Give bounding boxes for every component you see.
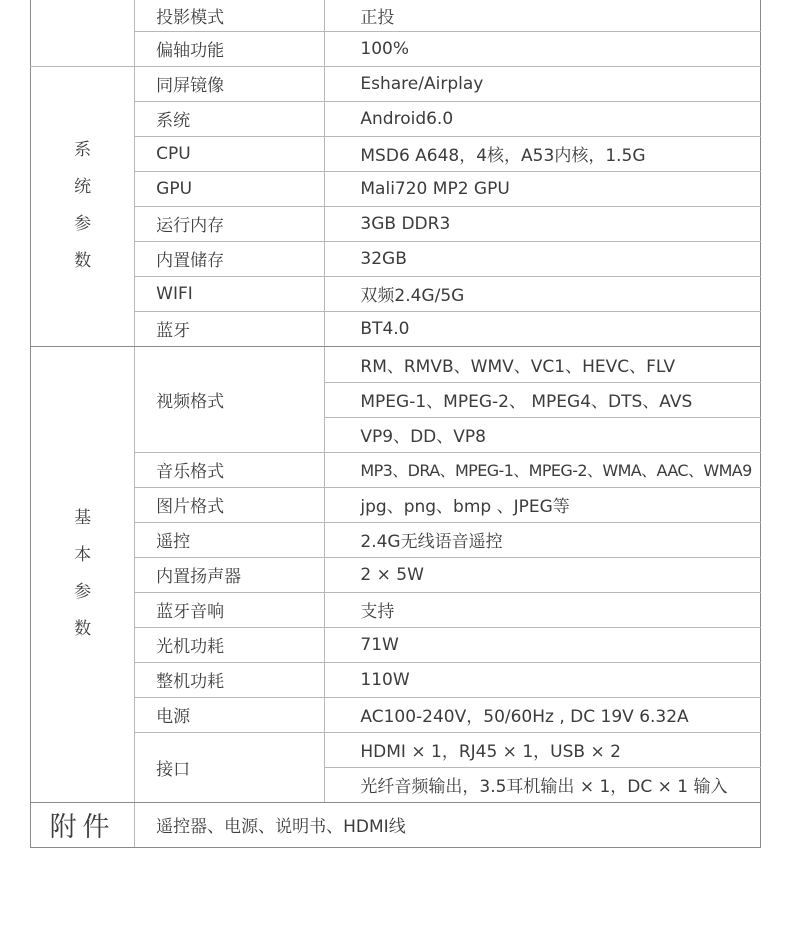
row-label: 同屏镜像	[135, 66, 325, 101]
row-value: MPEG-1、MPEG-2、 MPEG4、DTS、AVS	[325, 382, 761, 417]
category-label: 系统参数	[74, 140, 92, 271]
category-label: 基本参数	[74, 508, 92, 639]
row-label: 视频格式	[135, 346, 325, 452]
row-label: 整机功耗	[135, 662, 325, 697]
category-system	[31, 66, 135, 346]
table-row	[31, 802, 761, 847]
row-label: CPU	[135, 136, 325, 171]
row-label: 光机功耗	[135, 627, 325, 662]
row-value: RM、RMVB、WMV、VC1、HEVC、FLV	[325, 346, 761, 382]
table-row	[31, 0, 761, 31]
row-label: 偏轴功能	[135, 31, 325, 66]
row-value: Eshare/Airplay	[325, 66, 761, 101]
table-row	[31, 346, 761, 382]
table-row	[31, 662, 761, 697]
row-label: 运行内存	[135, 206, 325, 241]
row-label: 蓝牙	[135, 311, 325, 346]
table-row	[31, 487, 761, 522]
row-label: 系统	[135, 101, 325, 136]
row-value: 2 × 5W	[325, 557, 761, 592]
category-cell-previous	[31, 0, 135, 66]
row-value: Mali720 MP2 GPU	[325, 171, 761, 206]
row-label: GPU	[135, 171, 325, 206]
category-accessories: 附件	[31, 802, 135, 847]
table-row	[31, 171, 761, 206]
row-value: Android6.0	[325, 101, 761, 136]
row-value: 100%	[325, 31, 761, 66]
table-row	[31, 276, 761, 311]
row-value: 71W	[325, 627, 761, 662]
row-value: AC100-240V，50/60Hz , DC 19V 6.32A	[325, 697, 761, 732]
row-value: 双频2.4G/5G	[325, 276, 761, 311]
row-value: 支持	[325, 592, 761, 627]
table-row	[31, 592, 761, 627]
row-value: 110W	[325, 662, 761, 697]
table-row	[31, 66, 761, 101]
category-basic	[31, 346, 135, 802]
row-value: MP3、DRA、MPEG-1、MPEG-2、WMA、AAC、WMA9	[325, 452, 761, 487]
table-row	[31, 241, 761, 276]
table-row	[31, 31, 761, 66]
accessories-value: 遥控器、电源、说明书、HDMI线	[135, 802, 761, 847]
row-value: MSD6 A648，4核，A53内核，1.5G	[325, 136, 761, 171]
table-row	[31, 136, 761, 171]
row-value: 光纤音频输出，3.5耳机输出 × 1，DC × 1 输入	[325, 767, 761, 802]
row-value: 32GB	[325, 241, 761, 276]
row-value: HDMI × 1，RJ45 × 1，USB × 2	[325, 732, 761, 767]
row-label: 接口	[135, 732, 325, 802]
row-label: 电源	[135, 697, 325, 732]
row-label: 内置储存	[135, 241, 325, 276]
table-row	[31, 732, 761, 767]
row-label: WIFI	[135, 276, 325, 311]
row-label: 遥控	[135, 522, 325, 557]
table-row	[31, 311, 761, 346]
row-value: jpg、png、bmp 、JPEG等	[325, 487, 761, 522]
row-label: 蓝牙音响	[135, 592, 325, 627]
row-label: 投影模式	[135, 0, 325, 31]
spec-table	[30, 0, 761, 848]
table-row	[31, 206, 761, 241]
table-row	[31, 557, 761, 592]
row-value: 正投	[325, 0, 761, 31]
table-row	[31, 522, 761, 557]
row-value: 2.4G无线语音遥控	[325, 522, 761, 557]
row-label: 音乐格式	[135, 452, 325, 487]
row-value: VP9、DD、VP8	[325, 417, 761, 452]
table-row	[31, 697, 761, 732]
row-label: 图片格式	[135, 487, 325, 522]
table-row	[31, 452, 761, 487]
table-row	[31, 101, 761, 136]
row-value: BT4.0	[325, 311, 761, 346]
row-value: 3GB DDR3	[325, 206, 761, 241]
row-label: 内置扬声器	[135, 557, 325, 592]
table-row	[31, 627, 761, 662]
